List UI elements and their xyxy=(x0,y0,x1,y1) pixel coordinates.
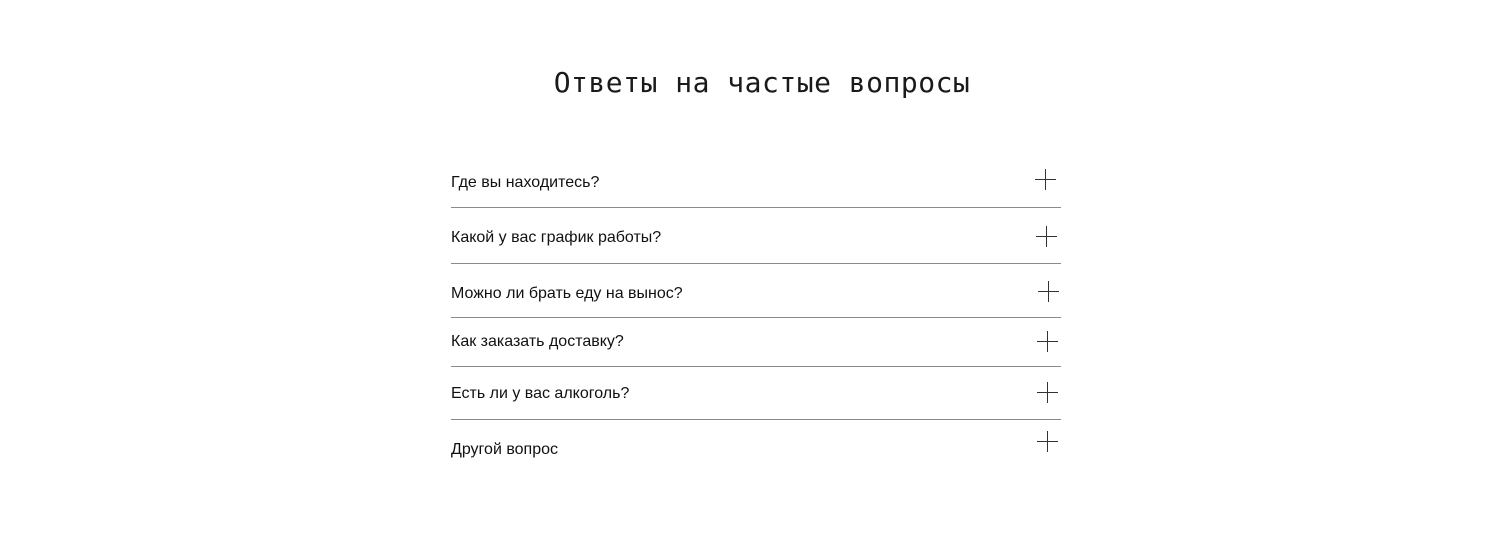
plus-icon[interactable] xyxy=(1037,331,1058,352)
faq-divider xyxy=(451,419,1061,420)
plus-icon[interactable] xyxy=(1035,169,1056,190)
faq-divider xyxy=(451,263,1061,264)
faq-question-delivery[interactable]: Как заказать доставку? xyxy=(451,333,624,350)
faq-question-takeaway[interactable]: Можно ли брать еду на вынос? xyxy=(451,285,683,302)
faq-list xyxy=(451,0,1061,533)
faq-question-schedule[interactable]: Какой у вас график работы? xyxy=(451,229,662,246)
plus-icon[interactable] xyxy=(1037,382,1058,403)
faq-question-location[interactable]: Где вы находитесь? xyxy=(451,174,600,191)
faq-divider xyxy=(451,366,1061,367)
faq-divider xyxy=(451,317,1061,318)
plus-icon[interactable] xyxy=(1036,226,1057,247)
faq-title: Ответы на частые вопросы xyxy=(553,66,971,99)
faq-question-other[interactable]: Другой вопрос xyxy=(451,441,558,458)
faq-question-alcohol[interactable]: Есть ли у вас алкоголь? xyxy=(451,385,630,402)
plus-icon[interactable] xyxy=(1038,281,1059,302)
plus-icon[interactable] xyxy=(1037,431,1058,452)
faq-divider xyxy=(451,207,1061,208)
